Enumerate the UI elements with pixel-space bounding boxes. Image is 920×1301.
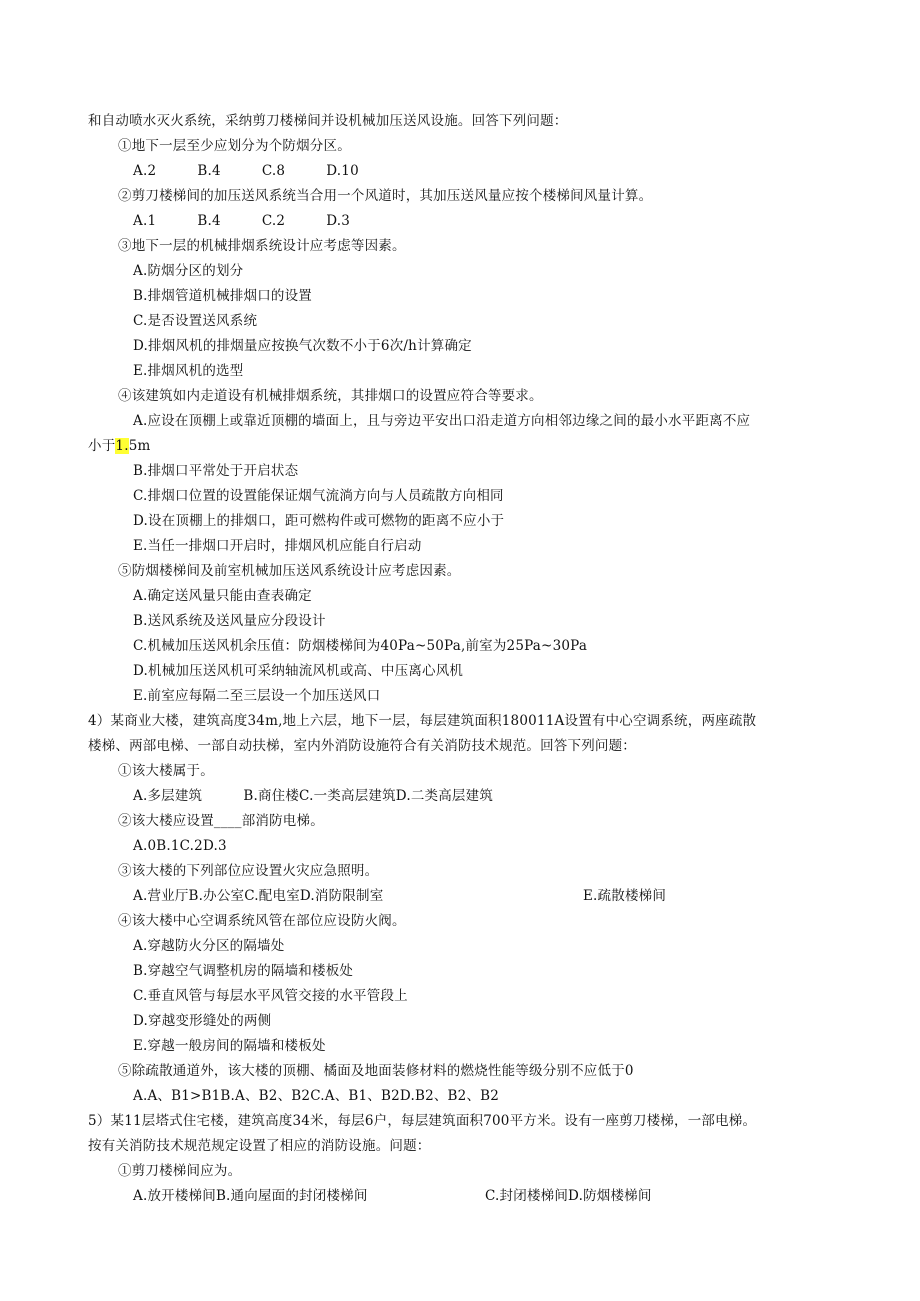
problem-intro-line: 按有关消防技术规范规定设置了相应的消防设施。问题： — [88, 1138, 431, 1154]
option-line: C.排烟口位置的设置能保证烟气流淌方向与人员疏散方向相同 — [133, 488, 504, 504]
option-line: B.排烟口平常处于开启状态 — [133, 463, 299, 479]
question-line: ②剪刀楼梯间的加压送风系统当合用一个风道时，其加压送风量应按个楼梯间风量计算。 — [118, 188, 653, 204]
option-line: C.垂直风管与每层水平风管交接的水平管段上 — [133, 988, 408, 1004]
options-line — [133, 1187, 693, 1205]
question-line: ①该大楼属于。 — [118, 763, 214, 779]
option-line: A.穿越防火分区的隔墙处 — [133, 938, 285, 954]
highlighted-text: 1. — [115, 438, 129, 454]
option-line: A.确定送风量只能由查表确定 — [133, 588, 312, 604]
continuation-line — [88, 437, 150, 455]
question-line: ③该大楼的下列部位应设置火灾应急照明。 — [118, 863, 379, 879]
options-line: A.1 B.4 C.2 D.3 — [133, 213, 351, 229]
option-line: A.防烟分区的划分 — [133, 263, 244, 279]
option-line: E.当任一排烟口开启时，排烟风机应能自行启动 — [133, 538, 422, 554]
question-line: ②该大楼应设置____部消防电梯。 — [118, 813, 324, 829]
options-line — [133, 887, 693, 905]
problem-intro-line: 4）某商业大楼，建筑高度34m,地上六层，地下一层，每层建筑面积180011A设置有中心空调系统，两座疏散 — [88, 713, 757, 729]
option-line: C.是否设置送风系统 — [133, 313, 258, 329]
continuation-suffix: 5m — [128, 438, 151, 454]
problem-intro-line: 5）某11层塔式住宅楼，建筑高度34米，每层6户，每层建筑面积700平方米。设有一座剪刀楼梯，一部电梯。 — [88, 1113, 757, 1129]
option-line: B.排烟管道机械排烟口的设置 — [133, 288, 313, 304]
options-right: C.封闭楼梯间D.防烟楼梯间 — [485, 1188, 652, 1204]
option-line: B.送风系统及送风量应分段设计 — [133, 613, 326, 629]
question-line: ①地下一层至少应划分为个防烟分区。 — [118, 138, 351, 154]
option-line: E.排烟风机的选型 — [133, 363, 244, 379]
question-line: ③地下一层的机械排烟系统设计应考虑等因素。 — [118, 238, 406, 254]
option-line: B.穿越空气调整机房的隔墙和楼板处 — [133, 963, 354, 979]
options-right: E.疏散楼梯间 — [583, 888, 667, 904]
problem-intro-line: 楼梯、两部电梯、一部自动扶梯，室内外消防设施符合有关消防技术规范。回答下列问题： — [88, 738, 636, 754]
option-line: D.穿越变形缝处的两侧 — [133, 1013, 272, 1029]
question-line: ①剪刀楼梯间应为。 — [118, 1163, 242, 1179]
options-left: A.营业厅B.办公室C.配电室D.消防限制室 — [133, 888, 384, 904]
options-line: A.0B.1C.2D.3 — [133, 838, 227, 854]
question-line: ⑤防烟楼梯间及前室机械加压送风系统设计应考虑因素。 — [118, 563, 461, 579]
question-line: ④该建筑如内走道设有机械排烟系统，其排烟口的设置应符合等要求。 — [118, 388, 543, 404]
option-line: E.穿越一般房间的隔墙和楼板处 — [133, 1038, 326, 1054]
question-line: ④该大楼中心空调系统风管在部位应设防火阀。 — [118, 913, 406, 929]
options-left: A.放开楼梯间B.通向屋面的封闭楼梯间 — [133, 1188, 368, 1204]
option-line: D.设在顶棚上的排烟口，距可燃构件或可燃物的距离不应小于 — [133, 513, 505, 529]
option-line: D.机械加压送风机可采纳轴流风机或高、中压离心风机 — [133, 663, 464, 679]
options-line: A.2 B.4 C.8 D.10 — [133, 163, 359, 179]
options-line: A.A、B1>B1B.A、B2、B2C.A、B1、B2D.B2、B2、B2 — [133, 1088, 500, 1104]
options-line: A.多层建筑 B.商住楼C.一类高层建筑D.二类高层建筑 — [133, 788, 494, 804]
option-line: A.应设在顶棚上或靠近顶棚的墙面上，且与旁边平安出口沿走道方向相邻边缘之间的最小水平距离不应 — [133, 413, 751, 429]
text-line: 和自动喷水灭火系统，采纳剪刀楼梯间并设机械加压送风设施。回答下列问题： — [88, 113, 568, 129]
option-line: D.排烟风机的排烟量应按换气次数不小于6次/h计算确定 — [133, 338, 472, 354]
continuation-prefix: 小于 — [88, 438, 116, 454]
question-line: ⑤除疏散通道外，该大楼的顶棚、橘面及地面装修材料的燃烧性能等级分别不应低于0 — [118, 1063, 634, 1079]
option-line: E.前室应每隔二至三层设一个加压送风口 — [133, 688, 381, 704]
option-line: C.机械加压送风机余压值：防烟楼梯间为40Pa~50Pa,前室为25Pa~30Pa — [133, 638, 588, 654]
